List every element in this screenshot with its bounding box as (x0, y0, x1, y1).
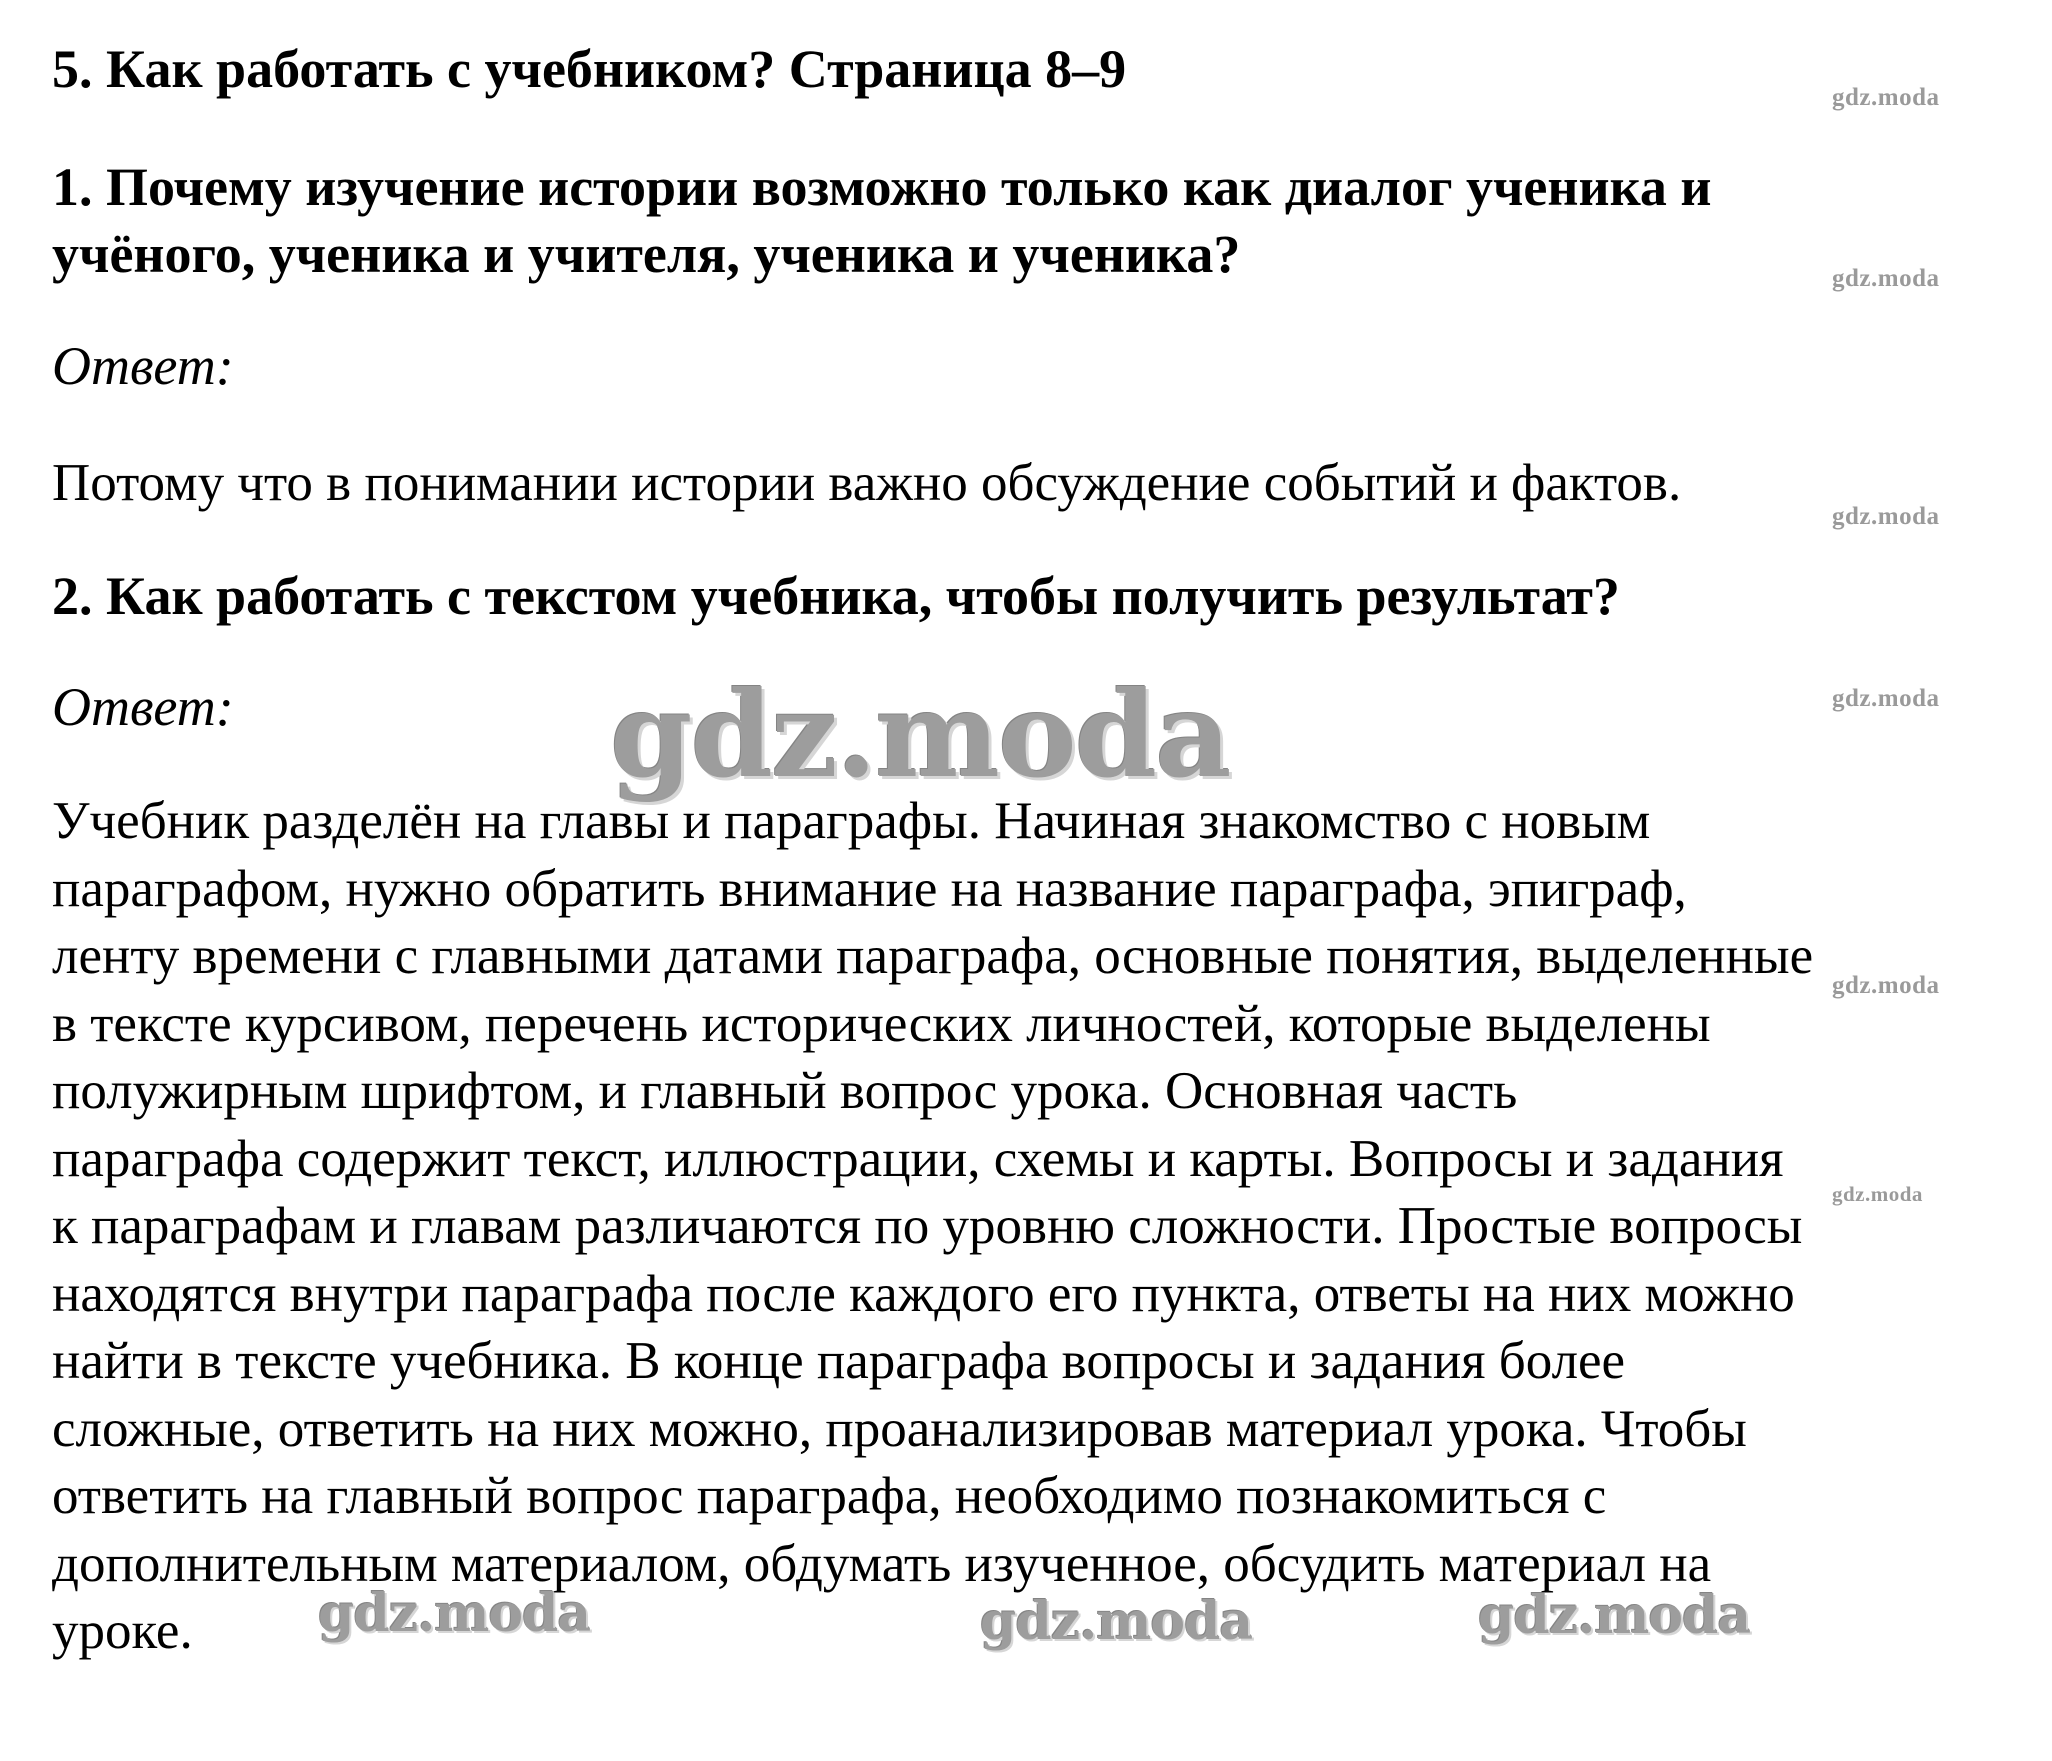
section-title: 5. Как работать с учебником? Страница 8–9 (52, 39, 1127, 99)
question-1-line-2: учёного, ученика и учителя, ученика и ученика? (52, 224, 1241, 284)
answer-1-line-1: Потому что в понимании истории важно обсуждение событий и фактов. (52, 454, 1682, 512)
answer-2-line: уроке. (52, 1602, 193, 1660)
answer-2-line: в тексте курсивом, перечень исторических личностей, которые выделены (52, 994, 1711, 1053)
watermark-small: gdz.moda (1832, 503, 1940, 530)
answer-2-line: параграфом, нужно обратить внимание на название параграфа, эпиграф, (52, 859, 1687, 918)
answer-2-line: найти в тексте учебника. В конце параграфа вопросы и задания более (52, 1332, 1626, 1390)
answer-2-line: ответить на главный вопрос параграфа, необходимо познакомиться с (52, 1467, 1607, 1525)
answer-2-line: находятся внутри параграфа после каждого его пункта, ответы на них можно (52, 1264, 1795, 1323)
question-2-line-1: 2. Как работать с текстом учебника, чтобы получить результат? (52, 566, 1620, 626)
answer-2-line: Учебник разделён на главы и параграфы. Начиная знакомство с новым (52, 792, 1651, 850)
watermark-small: gdz.moda (1832, 685, 1940, 712)
answer-2-line: параграфа содержит текст, иллюстрации, схемы и карты. Вопросы и задания (52, 1129, 1784, 1188)
watermark-bottom: gdz.moda (1478, 1585, 1751, 1646)
answer-2-line: ленту времени с главными датами параграфа, основные понятия, выделенные (52, 927, 1814, 985)
watermark-small: gdz.moda (1832, 1182, 1923, 1206)
watermark-large: gdz.moda (610, 665, 1230, 804)
answer-2-line: к параграфам и главам различаются по уровню сложности. Простые вопросы (52, 1197, 1803, 1255)
answer-2-line: сложные, ответить на них можно, проанализировав материал урока. Чтобы (52, 1399, 1747, 1458)
question-1-line-1: 1. Почему изучение истории возможно только как диалог ученика и (52, 157, 1712, 217)
answer-1-label: Ответ: (52, 336, 234, 396)
watermark-bottom: gdz.moda (318, 1583, 591, 1644)
answer-2-line: дополнительным материалом, обдумать изученное, обсудить материал на (52, 1534, 1712, 1593)
watermark-small: gdz.moda (1832, 84, 1940, 111)
watermark-small: gdz.moda (1832, 972, 1940, 999)
answer-2-label: Ответ: (52, 677, 234, 737)
watermark-small: gdz.moda (1832, 265, 1940, 292)
watermark-bottom: gdz.moda (980, 1591, 1253, 1652)
answer-2-line: полужирным шрифтом, и главный вопрос урока. Основная часть (52, 1062, 1518, 1120)
